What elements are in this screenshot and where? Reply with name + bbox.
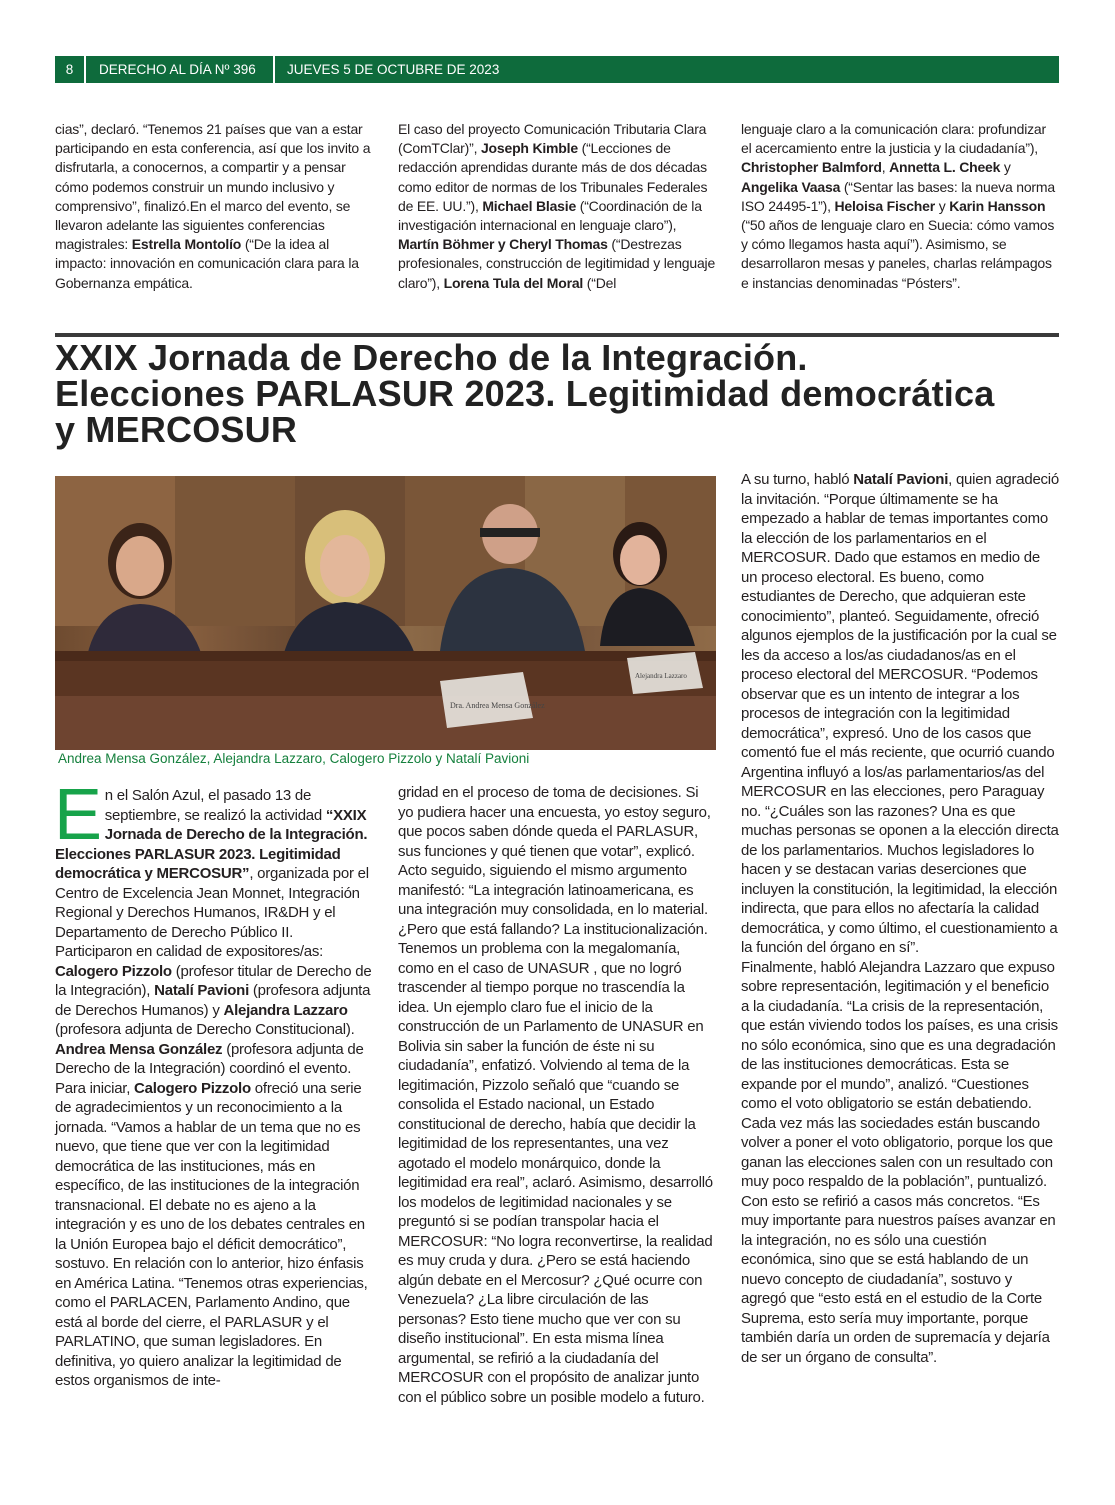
photo-caption: Andrea Mensa González, Alejandra Lazzaro, Calogero Pizzolo y Natalí Pavioni <box>58 751 530 766</box>
publication-name: DERECHO AL DÍA Nº 396 <box>99 62 256 77</box>
body-text: (“Sentar las bases: la nueva norma ISO 24495-1”), <box>741 178 1055 214</box>
body-text: ofreció una serie de agradecimientos y un reconocimiento a la jornada. “Vamos a hablar de un tema que no es nuevo, que tiene que ver con la legitimidad democrática de las instituciones, más en específico, de las instituciones de la integración transnacional. El debate no es ajeno a la integración y es uno de los debates centrales en la Unión Europea bajo el déficit democrático”, sostuvo. En relación con lo anterior, hizo énfasis en América Latina. “Tenemos otras experiencias, como el PARLACEN, Parlamento Andino, que está al borde del cierre, el PARLASUR y el PARLATINO, que suman legisladores. En definitiva, yo quiero analizar la legitimidad de estos organismos de inte- <box>55 1079 368 1389</box>
body-text: (“Coordinación de la investigación internacional en lenguaje claro”), <box>398 197 702 234</box>
nameplate-text: Dra. Andrea Mensa González <box>450 701 545 710</box>
headline-line: XXIX Jornada de Derecho de la Integración. <box>55 337 808 378</box>
body-text: En el marco del evento, se llevaron adelante las siguientes conferencias magistrales: <box>55 197 351 253</box>
bold-text: Lorena Tula del Moral <box>443 274 584 291</box>
body-text: (“De la idea al impacto: innovación en comunicación clara para la Gobernanza empática. <box>55 236 359 291</box>
body-text: (profesora adjunta de Derechos Humanos) y <box>55 982 371 1019</box>
bold-text: Calogero Pizzolo <box>134 1079 251 1097</box>
body-text: A su turno, habló <box>741 471 854 488</box>
nameplate-text: Alejandra Lazzaro <box>635 672 687 680</box>
body-text: (“Destrezas profesionales, construcción de legitimidad y lenguaje claro”), <box>398 236 716 291</box>
body-text: Para iniciar, <box>55 1079 135 1097</box>
bold-text: Angelika Vaasa <box>741 178 841 195</box>
bold-text: Andrea Mensa González <box>55 1040 223 1058</box>
event-photo-illustration <box>55 476 716 750</box>
body-text: gridad en el proceso de toma de decisiones. Si yo pudiera hacer una encuesta, yo estoy seguro, que pocos saben dónde queda el PARLASUR, sus funciones y qué tienen que votar”, explicó. Acto seguido, siguiendo el mismo argumento manifestó: “La integración latinoamericana, es una integración muy consolidada, en lo material. ¿Pero que está fallando? La institucionalización. Tenemos un problema con la megalomanía, como en el caso de UNASUR , que no logró trascender al tiempo porque no trascendía la idea. Un ejemplo claro fue el inicio de la construcción de un Parlamento de UNASUR en Bolivia sin saber la función de éste ni su ciudadanía”, enfatizó. Volviendo al tema de la legitimación, Pizzolo señaló que “cuando se consolida el Estado nacional, un Estado constitucional de derecho, había que decidir la legitimidad de los representantes, una vez agotado el modelo monárquico, donde la legitimidad era real”, aclaró. Asimismo, desarrolló los modelos de legitimidad nacionales y se preguntó si se podían transpolar hacia el MERCOSUR: “No logra reconvertirse, la realidad es muy cruda y dura. ¿Pero se está haciendo algún debate en el Mercosur? ¿Qué ocurre con Venezuela? ¿La libre circulación de las personas? Esto tiene mucho que ver con su diseño institucional”. En esta misma línea argumental, se refirió a la ciudadanía del MERCOSUR con el propósito de analizar junto con el público sobre un posible modelo a futuro. <box>398 784 713 1406</box>
top-column-3 <box>741 120 1059 300</box>
body-text: lenguaje claro a la comunicación clara: profundizar el acercamiento entre la justicia y la ciudadanía”), <box>741 121 1046 157</box>
headline-line: Elecciones PARLASUR 2023. Legitimidad democrática <box>55 373 995 414</box>
headline-line: y MERCOSUR <box>55 409 298 450</box>
body-text: y <box>1000 159 1011 176</box>
bold-text: Karin Hansson <box>949 197 1046 214</box>
body-text: (“50 años de lenguaje claro en Suecia: cómo vamos y cómo llegamos hasta aquí”). Asimismo, se desarrollaron mesas y paneles, charlas relámpagos e instancias denominadas “Pósters”. <box>741 217 1055 291</box>
bold-text: Alejandra Lazzaro <box>223 1001 348 1019</box>
bold-text: Heloisa Fischer <box>834 197 935 214</box>
article-column-2 <box>398 783 716 1407</box>
bold-text: Calogero Pizzolo <box>55 962 172 980</box>
bold-text: Christopher Balmford <box>741 159 882 176</box>
header-divider <box>273 56 275 83</box>
drop-cap: E <box>54 775 102 855</box>
header-divider <box>84 56 86 83</box>
bold-text: “XXIX Jornada de Derecho de la Integración. Elecciones PARLASUR 2023. Legitimidad democrática y MERCOSUR” <box>55 806 368 882</box>
bold-text: Joseph Kimble <box>480 140 578 157</box>
body-text: Finalmente, habló Alejandra Lazzaro que expuso sobre representación, legitimación y el beneficio a la ciudadanía. “La crisis de la representación, que están viviendo todos los países, es una crisis no sólo económica, sino que es una degradación de las instituciones democráticas. Esta se expande por el mundo”, analizó. “Cuestiones como el voto obligatorio se están debatiendo. Cada vez más las sociedades están buscando volver a poner el voto obligatorio, porque los que ganan las elecciones salen con un resultado con muy poco respaldo de la población”, puntualizó. Con esto se refirió a casos más concretos. “Es muy importante para nuestros países avanzar en la integración, no es sólo una cuestión económica, sino que se está hablando de un nuevo concepto de ciudadanía”, sostuvo y agregó que “esto está en el estudio de la Corte Suprema, esto sería muy importante, porque también daría un orden de supremacía y dejaría de ser un órgano de consulta”. <box>741 958 1058 1366</box>
body-text: , quien agradeció la invitación. “Porque últimamente se ha empezado a hablar de temas importantes como la elección de los parlamentarios en el MERCOSUR. Dado que estamos en medio de un proceso electoral. Es bueno, como estudiantes de Derecho, que adquieran este conocimiento”, planteó. Seguidamente, ofreció algunos ejemplos de la justificación por la cual se les da acceso a los/as ciudadanos/as en el proceso electoral del MERCOSUR. “Podemos observar que es un intento de integrar a los procesos de integración con la legitimidad democrática”, expresó. Uno de los casos que comentó fue el más reciente, que ocurrió cuando Argentina influyó a los/as parlamentarios/as del MERCOSUR en las elecciones, pero Paraguay no. “¿Cuáles son las razones? Una es que muchas personas se oponen a la elección directa de los parlamentarios. Muchos legisladores lo hacen y se destacan varias deserciones que incluyen la constitución, la legitimidad, la elección indirecta, que para ellos no afectaría la calidad democrática, y como último, el cuestionamiento a la función del órgano en sí”. <box>741 471 1059 956</box>
page-header <box>55 56 1059 83</box>
bold-text: Annetta L. Cheek <box>889 159 1001 176</box>
body-text: (profesor titular de Derecho de la Integración), <box>55 962 372 999</box>
bold-text: Natalí Pavioni <box>853 471 949 488</box>
body-text: El caso del proyecto Comunicación Tributaria Clara (ComTClar)”, <box>398 121 707 157</box>
article-column-3 <box>741 470 1059 1367</box>
body-text: Participaron en calidad de expositores/as: <box>55 943 323 960</box>
top-column-1 <box>55 120 373 300</box>
bold-text: Estrella Montolío <box>131 236 242 253</box>
body-text: (profesora adjunta de Derecho de la Integración) coordinó el evento. <box>55 1040 364 1077</box>
body-text: cias”, declaró. “Tenemos 21 países que van a estar participando en esta conferencia, así que los invito a disfrutarla, a conocernos, a compartir y a pensar cómo podemos construir un mundo inclusivo y comprensivo”, finalizó. <box>55 121 371 214</box>
article-headline <box>55 337 1065 450</box>
body-text: n el Salón Azul, el pasado 13 de septiembre, se realizó la actividad <box>104 787 326 824</box>
body-text: , <box>881 159 890 176</box>
top-column-2 <box>398 120 716 300</box>
body-text: (“Lecciones de redacción aprendidas durante más de dos décadas como editor de normas de los Tribunales Federales de EE. UU.”), <box>398 140 708 214</box>
body-text: (“Del <box>583 274 617 291</box>
article-column-1 <box>54 775 373 1391</box>
body-text: (profesora adjunta de Derecho Constitucional). <box>55 1021 355 1038</box>
bold-text: Martín Böhmer y Cheryl Thomas <box>398 236 608 253</box>
bold-text: Natalí Pavioni <box>154 982 250 999</box>
event-photo <box>55 476 716 750</box>
body-text: , organizada por el Centro de Excelencia Jean Monnet, Integración Regional y Derechos Humanos, IR&DH y el Departamento de Derecho Público II. <box>55 865 369 941</box>
page-number: 8 <box>65 62 74 77</box>
body-text: y <box>935 197 950 214</box>
publication-date: JUEVES 5 DE OCTUBRE DE 2023 <box>287 62 500 77</box>
bold-text: Michael Blasie <box>482 197 577 214</box>
